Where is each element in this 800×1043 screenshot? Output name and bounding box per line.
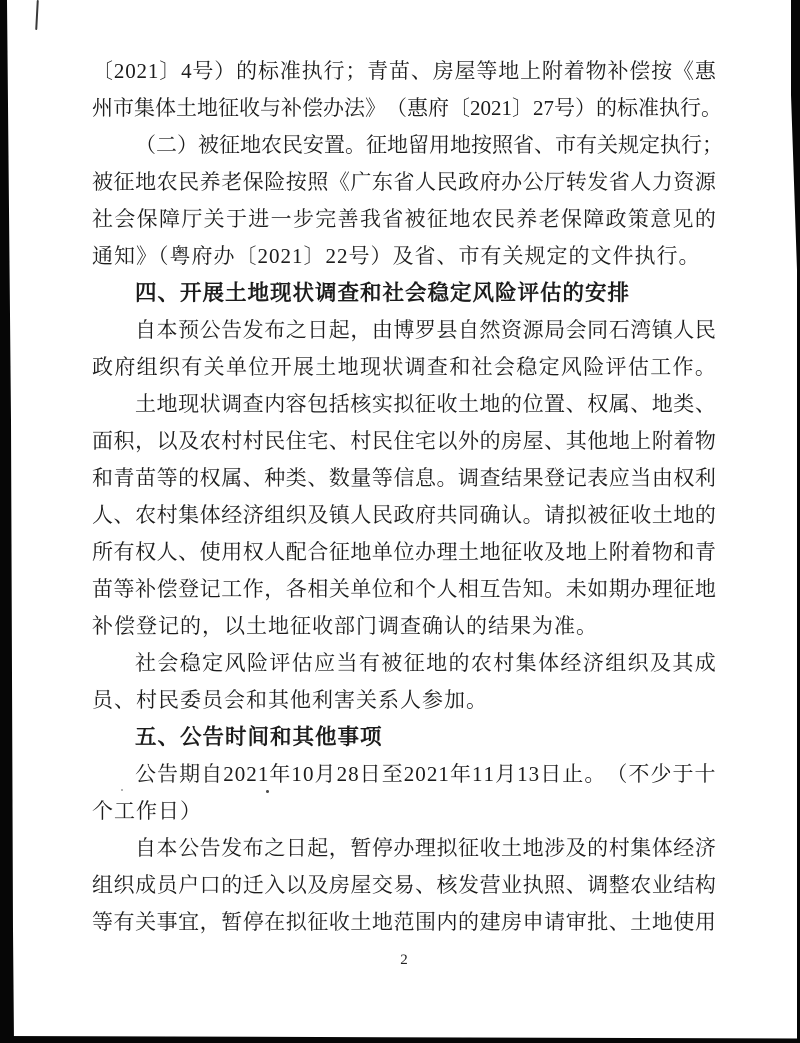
text-line: 政 府 组 织 有 关 单 位 开 展 土 地 现 状 调 查 和 社 会 稳 定 风 险 评 估 工 作 。: [92, 355, 716, 379]
text-line: 公 告 期 自 2 0 2 1 年 1 0 月 2 8 日 至 2 0 2 1 年 1 1 月 1 3 日 止 。 （ 不 少 于 十: [135, 762, 716, 786]
text-line: 所 有 权 人 、 使 用 权 人 配 合 征 地 单 位 办 理 土 地 征 收 及 地 上 附 着 物 和 青: [92, 540, 716, 564]
scan-artifact-line: [35, 0, 39, 30]
scan-border-bottom: [0, 1035, 800, 1043]
text-line: 员、村民委员会和其他利害关系人参加。: [92, 688, 488, 712]
section-heading: 四、开展土地现状调查和社会稳定风险评估的安排: [135, 281, 631, 305]
text-line: 被 征 地 农 民 养 老 保 险 按 照 《 广 东 省 人 民 政 府 办 公 厅 转 发 省 人 力 资 源: [92, 170, 716, 194]
text-line: 等 有 关 事 宜 ， 暂 停 在 拟 征 收 土 地 范 围 内 的 建 房 申 请 审 批 、 土 地 使 用: [92, 910, 716, 934]
text-line: 土 地 现 状 调 查 内 容 包 括 核 实 拟 征 收 土 地 的 位 置 、 权 属 、 地 类 、: [135, 392, 716, 416]
text-line: 自 本 预 公 告 发 布 之 日 起 ， 由 博 罗 县 自 然 资 源 局 会 同 石 湾 镇 人 民: [135, 318, 716, 342]
text-line: 和 青 苗 等 的 权 属 、 种 类 、 数 量 等 信 息 。 调 查 结 果 登 记 表 应 当 由 权 利: [92, 466, 716, 490]
text-block: [92, 53, 723, 941]
text-line: 自 本 公 告 发 布 之 日 起 ， 暂 停 办 理 拟 征 收 土 地 涉 及 的 村 集 体 经 济: [135, 836, 716, 860]
text-line: 社 会 稳 定 风 险 评 估 应 当 有 被 征 地 的 农 村 集 体 经 济 组 织 及 其 成: [135, 651, 716, 675]
text-line: 面 积 ， 以 及 农 村 村 民 住 宅 、 村 民 住 宅 以 外 的 房 屋 、 其 他 地 上 附 着 物: [92, 429, 716, 453]
text-line: 苗 等 补 偿 登 记 工 作 ， 各 相 关 单 位 和 个 人 相 互 告 知 。 未 如 期 办 理 征 地: [92, 577, 716, 601]
text-line: 人 、 农 村 集 体 经 济 组 织 及 镇 人 民 政 府 共 同 确 认 。 请 拟 被 征 收 土 地 的: [92, 503, 716, 527]
text-line: 补偿登记的，以土地征收部门调查确认的结果为准。: [92, 614, 598, 638]
text-line: 州 市 集 体 土 地 征 收 与 补 偿 办 法 》 （ 惠 府 〔 2 0 2 1 〕 2 7 号 ） 的 标 准 执 行 。: [92, 96, 722, 120]
text-line: 〔 2 0 2 1 〕 4 号 ） 的 标 准 执 行 ； 青 苗 、 房 屋 等 地 上 附 着 物 补 偿 按 《 惠: [92, 59, 716, 83]
page-number: 2: [400, 952, 408, 968]
text-line: 个工作日）: [92, 799, 202, 823]
section-heading: 五、公告时间和其他事项: [135, 725, 383, 749]
text-line: （ 二 ） 被 征 地 农 民 安 置 。 征 地 留 用 地 按 照 省 、 市 有 关 规 定 执 行 ；: [135, 133, 723, 157]
scan-border-right: [791, 0, 800, 1043]
text-line: 通知》（粤府办〔2021〕22号）及省、市有关规定的文件执行。: [92, 244, 701, 268]
text-line: 组 织 成 员 户 口 的 迁 入 以 及 房 屋 交 易 、 核 发 营 业 执 照 、 调 整 农 业 结 构: [92, 873, 716, 897]
text-line: 社 会 保 障 厅 关 于 进 一 步 完 善 我 省 被 征 地 农 民 养 老 保 障 政 策 意 见 的: [92, 207, 716, 231]
scan-border-left: [0, 0, 14, 1043]
